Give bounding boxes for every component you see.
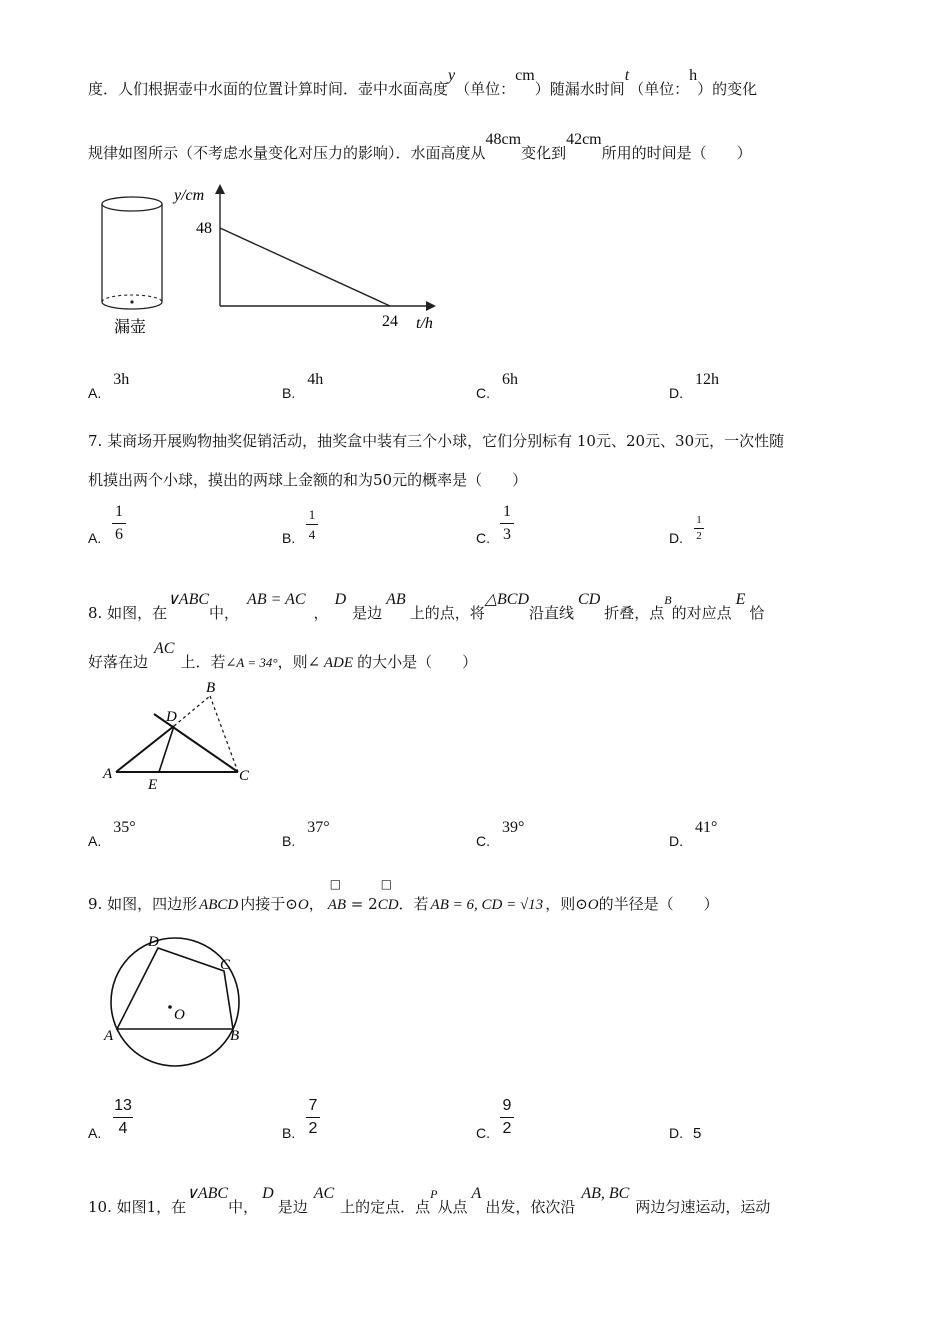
q8-option-d[interactable]	[669, 819, 718, 851]
option-letter: C.	[476, 385, 490, 401]
option-letter: B.	[282, 1125, 296, 1141]
option-value: 37°	[307, 819, 330, 836]
text: 中，	[209, 604, 240, 622]
q6-figure	[90, 180, 450, 345]
segment-bc-dashed	[210, 696, 238, 772]
text: 内接于	[240, 895, 286, 913]
triangle-abc: ∨ABC	[167, 591, 210, 608]
text: 两边匀速运动，运动	[635, 1198, 771, 1216]
text: 度．人们根据壶中水面的位置计算时间．壶中水面高度	[88, 80, 449, 98]
text: 从点	[437, 1198, 468, 1216]
quadrilateral: ABCD	[199, 897, 239, 913]
equals-two: = 2	[346, 895, 378, 913]
text: 规律如图所示（不考虑水量变化对压力的影响）．水面高度从	[88, 144, 486, 162]
option-letter: A.	[88, 530, 102, 546]
text: ，则	[277, 653, 308, 671]
text: 的大小是（ ）	[357, 653, 478, 671]
text: 恰	[749, 604, 765, 622]
numerator: 1	[503, 503, 511, 520]
label-a: A	[103, 766, 113, 782]
denominator: 2	[308, 1120, 318, 1137]
unit-h: h	[689, 67, 698, 84]
text: ，	[313, 604, 329, 622]
option-letter: C.	[476, 530, 490, 546]
q7-option-d-fraction	[694, 515, 704, 542]
segment-db-dashed	[174, 696, 210, 726]
numerator: 13	[114, 1097, 132, 1114]
q9-option-b[interactable]	[282, 1124, 295, 1142]
segment-ac: AC	[154, 640, 175, 657]
option-letter: D.	[669, 833, 683, 849]
q7-option-a-fraction	[112, 504, 126, 543]
sides-ab-bc: AB, BC	[581, 1185, 630, 1202]
q6-option-a[interactable]	[88, 371, 130, 403]
text: 10. 如图1，在	[88, 1198, 187, 1216]
text: 的对应点	[671, 604, 732, 622]
option-letter: D.	[669, 385, 683, 401]
triangle-bcd: △BCD	[484, 591, 530, 608]
angle-a: ∠A = 34°	[225, 655, 278, 670]
x-intercept-label: 24	[382, 313, 398, 330]
q6-option-c[interactable]	[476, 371, 518, 403]
y-intercept-label: 48	[196, 220, 212, 237]
circle-o: ⊙O	[575, 897, 599, 913]
y-axis-label: y/cm	[174, 187, 205, 204]
equation: AB = AC	[247, 591, 306, 608]
text: （单位：	[629, 80, 690, 98]
option-letter: B.	[282, 530, 296, 546]
denominator: 4	[308, 527, 316, 542]
point-d: D	[262, 1185, 274, 1202]
text: 出发，依次沿	[485, 1198, 576, 1216]
q8-line-2	[88, 640, 478, 672]
pot-label: 漏壶	[114, 319, 147, 336]
text: ．若	[398, 895, 429, 913]
q8-option-b[interactable]	[282, 819, 330, 851]
text: 是边	[277, 1198, 308, 1216]
denominator: 2	[502, 1120, 512, 1137]
q8-option-c[interactable]	[476, 819, 525, 851]
option-value: 35°	[113, 819, 136, 836]
denominator: 6	[115, 526, 123, 543]
text: ，	[308, 895, 324, 913]
circle-o: ⊙O	[285, 897, 309, 913]
numerator: 1	[308, 507, 316, 522]
q9-figure	[96, 932, 256, 1077]
height-from: 48cm	[485, 131, 522, 148]
q8-option-a[interactable]	[88, 819, 136, 851]
arc-mark-icon: □	[380, 877, 393, 891]
point-b: B	[664, 593, 672, 607]
text: 8. 如图，在	[88, 604, 168, 622]
numerator: 1	[696, 514, 702, 526]
numerator: 7	[308, 1097, 318, 1114]
q7-option-c[interactable]	[476, 529, 490, 547]
label-e: E	[148, 777, 158, 793]
q9-option-a[interactable]	[88, 1124, 101, 1142]
denominator: 2	[696, 530, 702, 542]
numerator: 9	[502, 1097, 512, 1114]
label-b: B	[230, 1028, 240, 1044]
label-b: B	[206, 680, 216, 696]
label-d: D	[166, 709, 177, 725]
point-e: E	[735, 591, 746, 608]
text: 是边	[352, 604, 383, 622]
numerator: 1	[115, 503, 123, 520]
text: 9. 如图，四边形	[88, 895, 198, 913]
q7-option-b[interactable]	[282, 529, 295, 547]
option-value: 39°	[502, 819, 525, 836]
q10-line	[88, 1185, 771, 1217]
text: 中，	[228, 1198, 259, 1216]
q9-option-a-fraction	[113, 1098, 133, 1137]
arc-ab: AB	[327, 897, 347, 913]
q7-option-b-fraction	[306, 508, 318, 541]
height-to: 42cm	[566, 131, 602, 148]
x-axis-label: t/h	[416, 315, 433, 332]
option-letter: A.	[88, 1125, 102, 1141]
q6-option-b[interactable]	[282, 371, 324, 403]
segment-ab: AB	[386, 591, 406, 608]
unit-cm: cm	[515, 67, 535, 84]
q9-option-c[interactable]	[476, 1124, 490, 1142]
option-value: 6h	[502, 371, 518, 388]
label-d: D	[148, 934, 159, 950]
option-value: 12h	[695, 371, 719, 388]
text: 变化到	[521, 144, 567, 162]
q6-line-2	[88, 131, 752, 163]
text: 折叠，点	[604, 604, 665, 622]
denominator: 3	[503, 526, 511, 543]
segment-ad-line	[116, 726, 174, 772]
option-letter: C.	[476, 833, 490, 849]
option-letter: A.	[88, 833, 102, 849]
graph-axes	[215, 184, 436, 311]
arc-mark-icon: □	[329, 877, 342, 891]
option-value: 5	[693, 1125, 702, 1142]
angle-ade: ∠ ADE	[307, 655, 354, 671]
q9-line	[88, 877, 719, 914]
label-c: C	[239, 768, 250, 784]
var-y: y	[448, 67, 456, 84]
q7-option-a[interactable]	[88, 529, 101, 547]
text: 的半径是（ ）	[598, 895, 719, 913]
triangle-abc: ∨ABC	[186, 1185, 229, 1202]
text: 好落在边	[88, 653, 149, 671]
text: ）随漏水时间	[534, 80, 625, 98]
text: ）的变化	[697, 80, 758, 98]
condition: AB = 6, CD = √13	[430, 897, 544, 913]
arc-cd: CD	[377, 897, 399, 913]
q6-option-d[interactable]	[669, 371, 719, 403]
text: 所用的时间是（ ）	[601, 144, 752, 162]
arc-equation	[327, 877, 399, 914]
q7-line-2: 机摸出两个小球，摸出的两球上金额的和为50元的概率是（ ）	[88, 471, 528, 489]
segment-cd: CD	[578, 591, 601, 608]
label-o: O	[174, 1007, 185, 1023]
q6-line-1	[88, 67, 758, 99]
denominator: 4	[118, 1120, 128, 1137]
option-letter: C.	[476, 1125, 490, 1141]
center-point	[168, 1005, 172, 1009]
water-clock-pot	[102, 197, 162, 309]
point-d: D	[334, 591, 347, 608]
text: 上的点，将	[409, 604, 485, 622]
q7-option-d[interactable]	[669, 529, 683, 547]
text: 上．若	[180, 653, 226, 671]
option-letter: A.	[88, 385, 102, 401]
text: （单位：	[455, 80, 516, 98]
q9-option-d[interactable]	[669, 1124, 701, 1142]
option-letter: D.	[669, 530, 683, 546]
point-a: A	[471, 1185, 482, 1202]
q9-option-b-fraction	[306, 1098, 320, 1137]
q8-figure	[96, 676, 266, 796]
option-value: 4h	[307, 371, 324, 388]
text: 沿直线	[529, 604, 575, 622]
text: ，则	[545, 895, 576, 913]
water-level-line	[220, 228, 390, 306]
option-letter: B.	[282, 833, 296, 849]
option-value: 41°	[695, 819, 718, 836]
q7-line-1: 7. 某商场开展购物抽奖促销活动，抽奖盒中装有三个小球，它们分别标有 10元、20元、30元，一次性随	[88, 432, 785, 450]
q8-line-1	[88, 591, 765, 623]
option-value: 3h	[113, 371, 130, 388]
label-c: C	[220, 957, 231, 973]
var-t: t	[624, 67, 630, 84]
option-letter: B.	[282, 385, 296, 401]
label-a: A	[104, 1028, 114, 1044]
option-letter: D.	[669, 1125, 683, 1141]
segment-ac: AC	[313, 1185, 335, 1202]
text: 上的定点．点	[340, 1198, 431, 1216]
q9-option-c-fraction	[500, 1098, 514, 1137]
q7-option-c-fraction	[500, 504, 514, 543]
point-p: P	[430, 1187, 438, 1201]
